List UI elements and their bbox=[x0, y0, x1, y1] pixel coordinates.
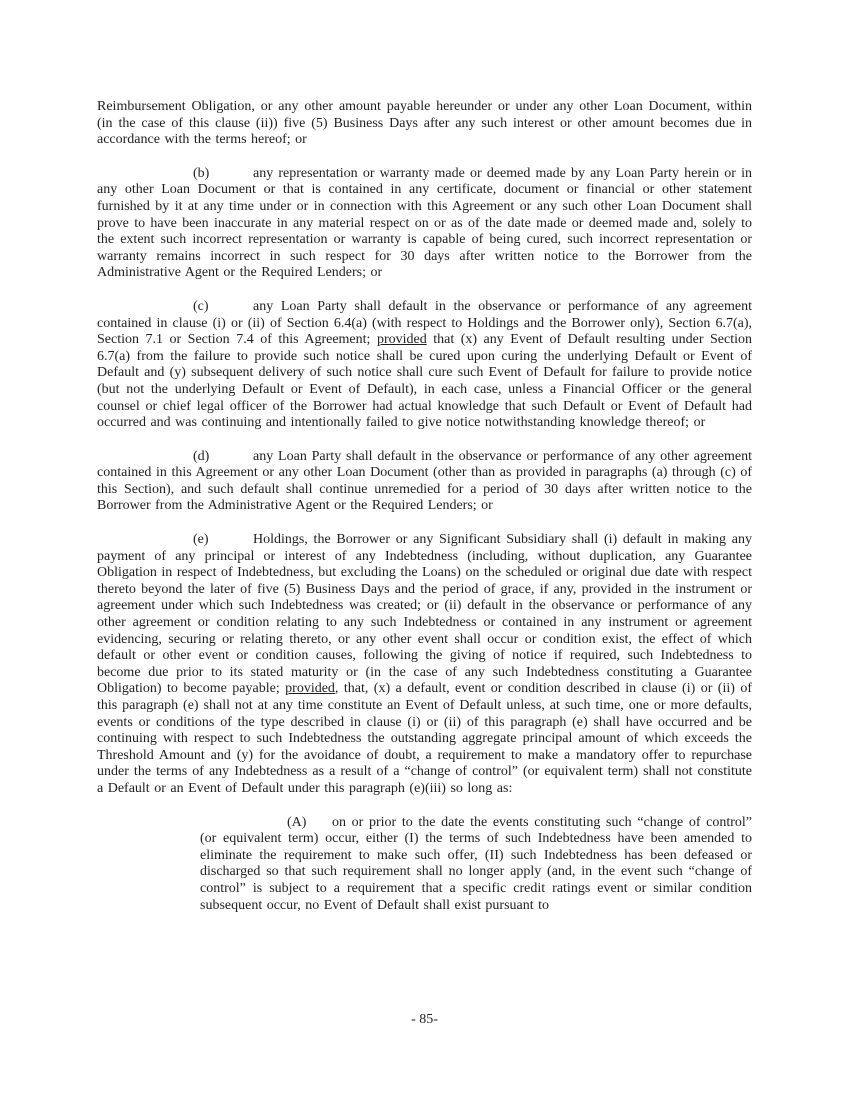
page-number: - 85- bbox=[411, 1012, 438, 1027]
paragraph-label: (A) bbox=[287, 814, 307, 830]
paragraph-text: any representation or warranty made or deemed made by any Loan Party herein or in any other Loan Document or that is contained in any certificate, document or financial or other statement furnished by it at any time under or in connection with this Agreement or any such other Loan Document shall prove to have been inaccurate in any material respect on or as of the date made or deemed made and, solely to the extent such incorrect representation or warranty is capable of being cured, such incorrect representation or warranty remains incorrect in such respect for 30 days after written notice to the Borrower from the Administrative Agent or the Required Lenders; or bbox=[97, 165, 752, 281]
paragraph bbox=[97, 299, 752, 432]
paragraph-text: , that, (x) a default, event or condition described in clause (i) or (ii) of this paragraph (e) shall not at any time constitute an Event of Default unless, at such time, one or more defaults, events or conditions of the type described in clause (i) or (ii) of this paragraph (e) shall have occurred and be continuing with respect to such Indebtedness the outstanding aggregate principal amount of which exceeds the Threshold Amount and (y) for the avoidance of doubt, a requirement to make a mandatory offer to repurchase under the terms of any Indebtedness as a result of a “change of control” (or equivalent term) shall not constitute a Default or an Event of Default under this paragraph (e)(iii) so long as: bbox=[97, 681, 752, 796]
paragraph bbox=[200, 815, 752, 915]
paragraph-text: Holdings, the Borrower or any Significant Subsidiary shall (i) default in making any payment of any principal or interest of any Indebtedness (including, without duplication, any Guarantee Obligation in respect of Indebtedness, but excluding the Loans) on the scheduled or original due date with respect thereto beyond the later of five (5) Business Days and the period of grace, if any, provided in the instrument or agreement under which such Indebtedness was created; or (ii) default in the observance or performance of any other agreement or condition relating to any such Indebtedness or contained in any instrument or agreement evidencing, securing or relating thereto, or any other event shall occur or condition exist, the effect of which default or other event or condition causes, following the giving of notice if required, such Indebtedness to become due prior to its stated maturity or (in the case of any such Indebtedness constituting a Guarantee Obligation) to become payable; bbox=[97, 532, 752, 697]
paragraph-label: (b) bbox=[193, 165, 210, 181]
paragraph-text: that (x) any Event of Default resulting under Section 6.7(a) from the failure to provide such notice shall be cured upon curing the underlying Default or Event of Default and (y) subsequent delivery of such notice shall cure such Event of Default for failure to provide notice (but not the underlying Default or Event of Default), in each case, unless a Financial Officer or the general counsel or chief legal officer of the Borrower had actual knowledge that such Default or Event of Default had occurred and was continuing and intentionally failed to give notice notwithstanding knowledge thereof; or bbox=[97, 332, 752, 431]
paragraph-text: any Loan Party shall default in the observance or performance of any other agreement contained in this Agreement or any other Loan Document (other than as provided in paragraphs (a) through (c) of this Section), and such default shall continue unremedied for a period of 30 days after written notice to the Borrower from the Administrative Agent or the Required Lenders; or bbox=[97, 448, 752, 514]
paragraph bbox=[97, 99, 752, 149]
paragraph-label: (d) bbox=[193, 448, 210, 464]
paragraph-label: (e) bbox=[193, 532, 209, 548]
paragraph-label: (c) bbox=[193, 298, 209, 314]
page-body bbox=[97, 99, 752, 931]
paragraph-text: Reimbursement Obligation, or any other amount payable hereunder or under any other Loan Document, within (in the case of this clause (ii)) five (5) Business Days after any such interest or other amount becomes due in accordance with the terms hereof; or bbox=[97, 99, 752, 148]
paragraph bbox=[97, 449, 752, 515]
paragraph bbox=[97, 166, 752, 282]
paragraph-text: on or prior to the date the events constituting such “change of control” (or equivalent term) occur, either (I) the terms of such Indebtedness have been amended to eliminate the requirement to make such offer, (II) such Indebtedness has been defeased or discharged so that such requirement shall no longer apply (and, in the event such “change of control” is subject to a requirement that a specific credit ratings event or similar condition subsequent occur, no Event of Default shall exist pursuant to bbox=[200, 814, 752, 913]
underlined-term: provided bbox=[285, 681, 335, 697]
underlined-term: provided bbox=[376, 332, 427, 348]
paragraph bbox=[97, 532, 752, 798]
paragraph-text: any Loan Party shall default in the observance or performance of any agreement contained in clause (i) or (ii) of Section 6.4(a) (with respect to Holdings and the Borrower only), Section 6.7(a), Section 7.1 or Section 7.4 of this Agreement; bbox=[97, 298, 752, 348]
